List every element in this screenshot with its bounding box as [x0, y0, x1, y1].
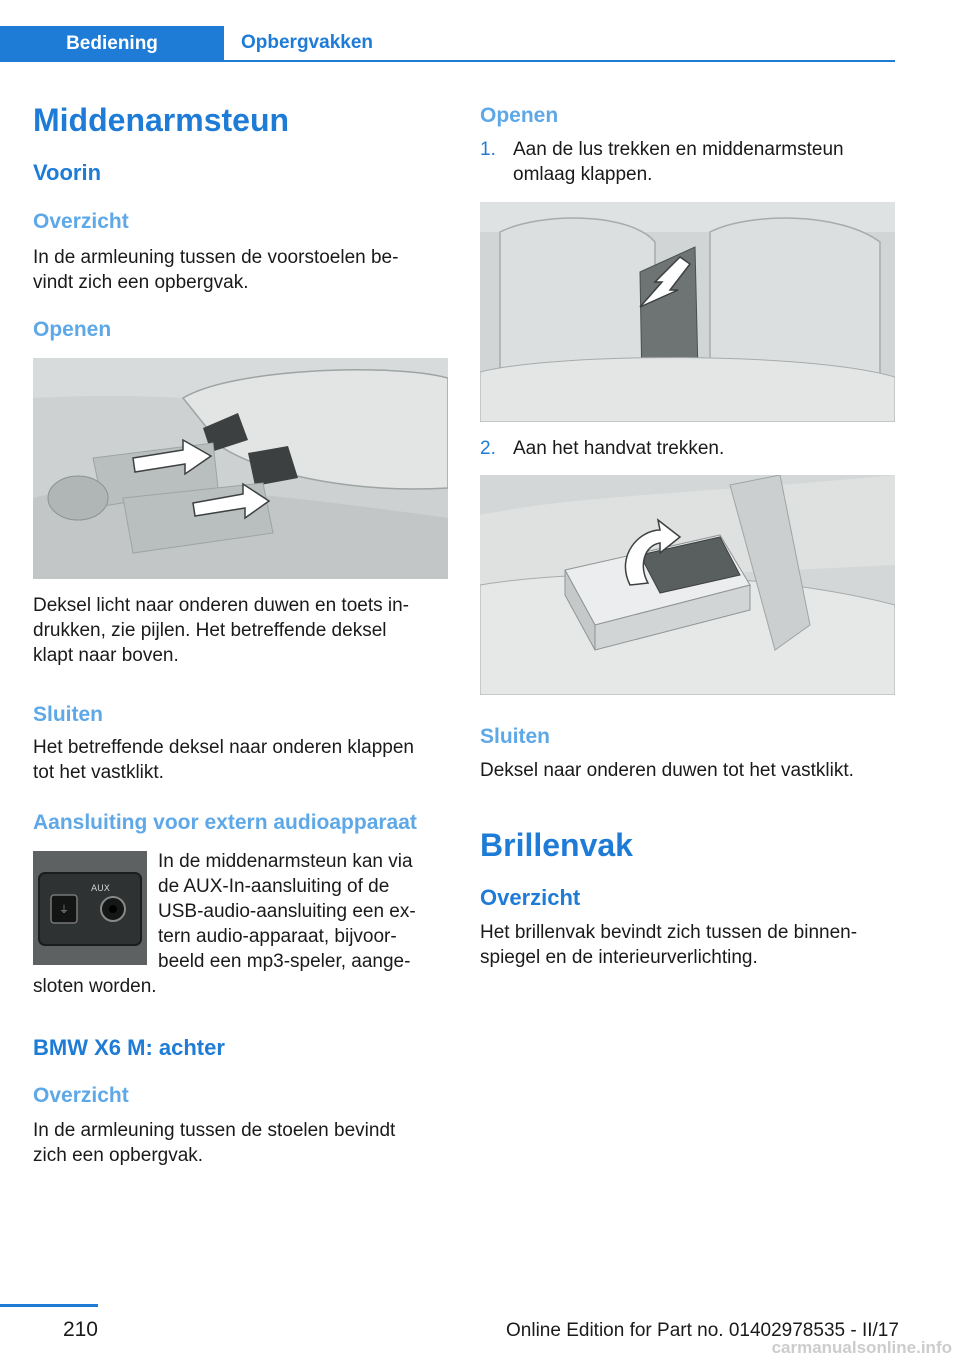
section-title-brillenvak: Brillenvak — [480, 827, 633, 863]
heading-aansluiting-audio: Aansluiting voor extern audioapparaat — [33, 811, 417, 834]
heading-sluiten: Sluiten — [33, 703, 104, 726]
aux-text-line-6: sloten worden. — [33, 976, 157, 997]
heading-openen: Openen — [33, 318, 112, 341]
open-text-line-3: klapt naar boven. — [33, 645, 179, 666]
close-text-line-2: tot het vastklikt. — [33, 762, 164, 783]
glasses-text-line-2: spiegel en de interieurverlichting. — [480, 947, 758, 968]
open-text-line-1: Deksel licht naar onderen duwen en toets in‐ — [33, 595, 410, 616]
step-1-text-line-2: omlaag klappen. — [513, 164, 653, 185]
overview-text-line-1: In de armleuning tussen de voorstoelen be‐ — [33, 247, 399, 268]
figure-aux-usb-ports — [33, 851, 147, 965]
figure-rear-seat-armrest — [480, 202, 895, 422]
aux-text-line-2: de AUX-In-aansluiting of de — [158, 876, 390, 897]
tab-opbergvakken[interactable]: Opbergvakken — [241, 32, 373, 53]
heading-voorin: Voorin — [33, 160, 102, 185]
header-tabbar — [0, 26, 895, 62]
close-text-line-1: Het betreffende deksel naar onderen klappen — [33, 737, 414, 758]
overview-text-line-2: vindt zich een opbergvak. — [33, 272, 249, 293]
heading-right-sluiten: Sluiten — [480, 725, 551, 748]
x6-overview-text-line-2: zich een opbergvak. — [33, 1145, 204, 1166]
heading-right-openen: Openen — [480, 104, 559, 127]
heading-x6-overzicht: Overzicht — [33, 1084, 129, 1107]
figure-front-armrest — [33, 358, 448, 579]
heading-bmw-x6m-achter: BMW X6 M: achter — [33, 1035, 225, 1060]
header-rule — [0, 60, 895, 62]
figure-armrest-handle — [480, 475, 895, 695]
heading-overzicht: Overzicht — [33, 210, 129, 233]
aux-text-line-1: In de middenarmsteun kan via — [158, 851, 413, 872]
edition-footer: Online Edition for Part no. 01402978535 - II/17 — [506, 1320, 899, 1341]
aux-label: AUX — [91, 884, 110, 894]
open-text-line-2: drukken, zie pijlen. Het betreffende deksel — [33, 620, 387, 641]
step-1-number: 1. — [480, 139, 496, 160]
aux-text-line-3: USB-audio-aansluiting een ex‐ — [158, 901, 416, 922]
svg-text:⏚: ⏚ — [59, 905, 69, 916]
aux-text-line-5: beeld een mp3-speler, aange‐ — [158, 951, 411, 972]
aux-text-line-4: tern audio-apparaat, bijvoor‐ — [158, 926, 397, 947]
step-1-text-line-1: Aan de lus trekken en middenarmsteun — [513, 139, 844, 160]
heading-brillenvak-overzicht: Overzicht — [480, 885, 581, 910]
step-2-number: 2. — [480, 438, 496, 459]
x6-overview-text-line-1: In de armleuning tussen de stoelen bevindt — [33, 1120, 396, 1141]
watermark: carmanualsonline.info — [771, 1338, 952, 1357]
step-2-text: Aan het handvat trekken. — [513, 438, 725, 459]
page-number: 210 — [62, 1318, 98, 1341]
section-title-middenarmsteun: Middenarmsteun — [33, 102, 290, 138]
glasses-text-line-1: Het brillenvak bevindt zich tussen de binnen‐ — [480, 922, 858, 943]
right-close-text: Deksel naar onderen duwen tot het vastklikt. — [480, 760, 854, 781]
tab-bediening[interactable]: Bediening — [0, 26, 224, 62]
page-number-rule — [0, 1304, 98, 1307]
